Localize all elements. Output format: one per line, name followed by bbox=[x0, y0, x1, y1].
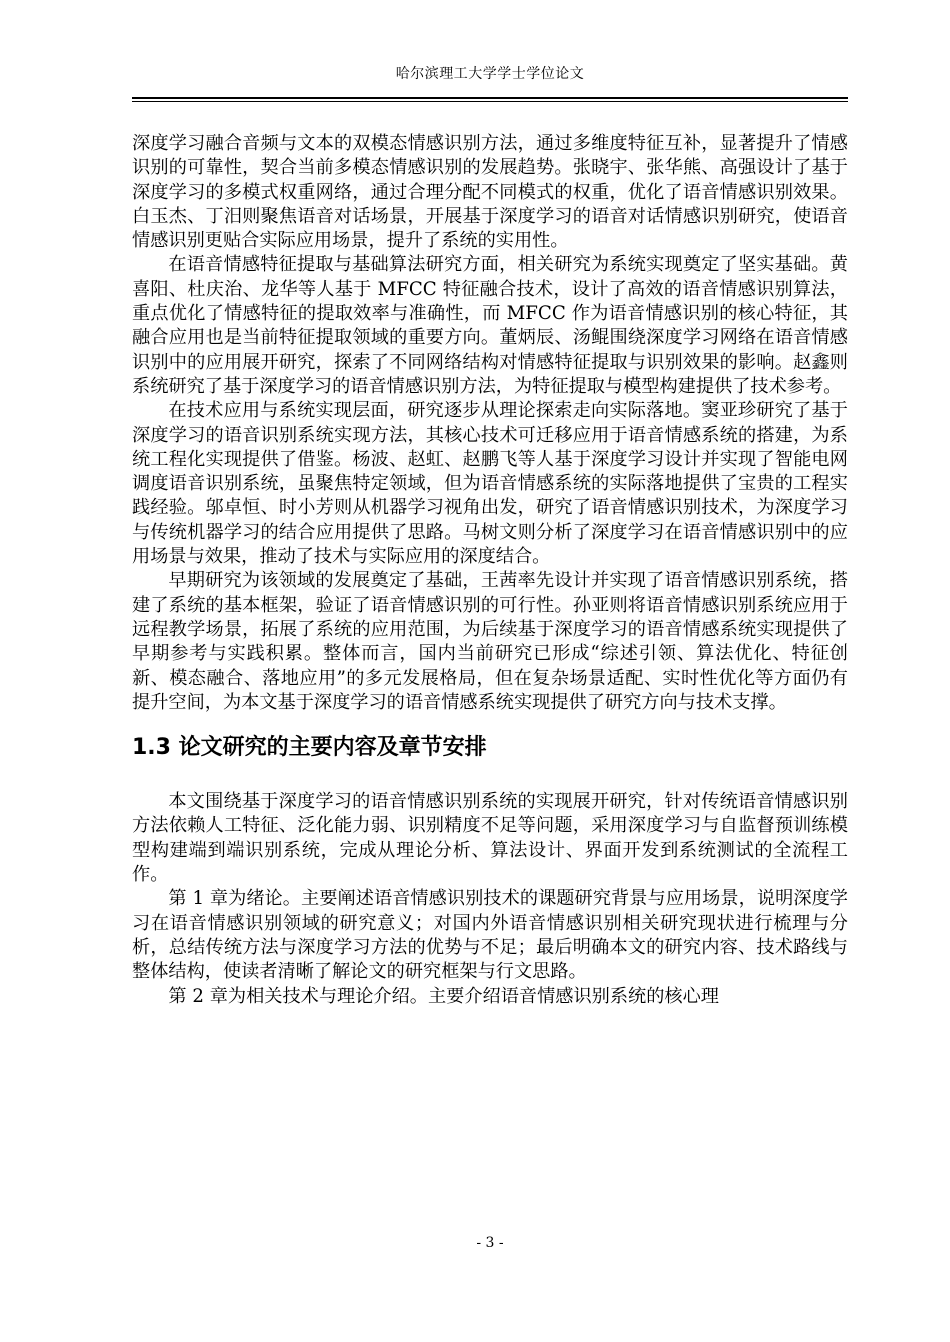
section-heading: 1.3 论文研究的主要内容及章节安排 bbox=[132, 735, 487, 761]
paragraph-overview: 本文围绕基于深度学习的语音情感识别系统的实现展开研究，针对传统语音情感识别方法依赖人工特征、泛化能力弱、识别精度不足等问题，采用深度学习与自监督预训练模型构建端到端识别系统，完成从理论分析、算法设计、界面开发到系统测试的全流程工作。 bbox=[132, 791, 848, 886]
paragraph-chapter-1: 第 1 章为绪论。主要阐述语音情感识别技术的课题研究背景与应用场景，说明深度学习在语音情感识别领域的研究意义；对国内外语音情感识别相关研究现状进行梳理与分析，总结传统方法与深度学习方法的优势与不足；最后明确本文的研究内容、技术路线与整体结构，使读者清晰了解论文的研究框架与行文思路。 bbox=[132, 888, 848, 983]
header-rule-thick bbox=[132, 97, 848, 99]
page-number: - 3 - bbox=[476, 1235, 504, 1251]
paragraph-continuation: 深度学习融合音频与文本的双模态情感识别方法，通过多维度特征互补，显著提升了情感识别的可靠性，契合当前多模态情感识别的发展趋势。张晓宇、张华熊、高强设计了基于深度学习的多模式权重网络，通过合理分配不同模式的权重，优化了语音情感识别效果。白玉杰、丁汨则聚焦语音对话场景，开展基于深度学习的语音对话情感识别研究，使语音情感识别更贴合实际应用场景，提升了系统的实用性。 bbox=[132, 133, 848, 252]
body-text bbox=[132, 132, 848, 1009]
paragraph-early-research: 早期研究为该领域的发展奠定了基础，王茜率先设计并实现了语音情感识别系统，搭建了系统的基本框架，验证了语音情感识别的可行性。孙亚则将语音情感识别系统应用于远程教学场景，拓展了系统的应用范围，为后续基于深度学习的语音情感系统实现提供了早期参考与实践积累。整体而言，国内当前研究已形成“综述引领、算法优化、特征创新、模态融合、落地应用”的多元发展格局，但在复杂场景适配、实时性优化等方面仍有提升空间，为本文基于深度学习的语音情感系统实现提供了研究方向与技术支撑。 bbox=[132, 570, 848, 713]
header-rule-thin bbox=[132, 101, 848, 102]
running-header: 哈尔滨理工大学学士学位论文 bbox=[395, 66, 585, 82]
paragraph-feature-extraction: 在语音情感特征提取与基础算法研究方面，相关研究为系统实现奠定了坚实基础。黄喜阳、杜庆治、龙华等人基于 MFCC 特征融合技术，设计了高效的语音情感识别算法，重点优化了情感特征的提取效率与准确性，而 MFCC 作为语音情感识别的核心特征，其融合应用也是当前特征提取领域的重要方向。董炳辰、汤鲲围绕深度学习网络在语音情感识别中的应用展开研究，探索了不同网络结构对情感特征提取与识别效果的影响。赵鑫则系统研究了基于深度学习的语音情感识别方法，为特征提取与模型构建提供了技术参考。 bbox=[132, 254, 848, 397]
paragraph-applications: 在技术应用与系统实现层面，研究逐步从理论探索走向实际落地。窦亚珍研究了基于深度学习的语音识别系统实现方法，其核心技术可迁移应用于语音情感系统的搭建，为系统工程化实现提供了借鉴。杨波、赵虹、赵鹏飞等人基于深度学习设计并实现了智能电网调度语音识别系统，虽聚焦特定领域，但为语音情感系统的实际落地提供了宝贵的工程实践经验。邬卓恒、时小芳则从机器学习视角出发，研究了语音情感识别技术，为深度学习与传统机器学习的结合应用提供了思路。马树文则分析了深度学习在语音情感识别中的应用场景与效果，推动了技术与实际应用的深度结合。 bbox=[132, 400, 848, 568]
paragraph-chapter-2: 第 2 章为相关技术与理论介绍。主要介绍语音情感识别系统的核心理 bbox=[168, 985, 719, 1007]
